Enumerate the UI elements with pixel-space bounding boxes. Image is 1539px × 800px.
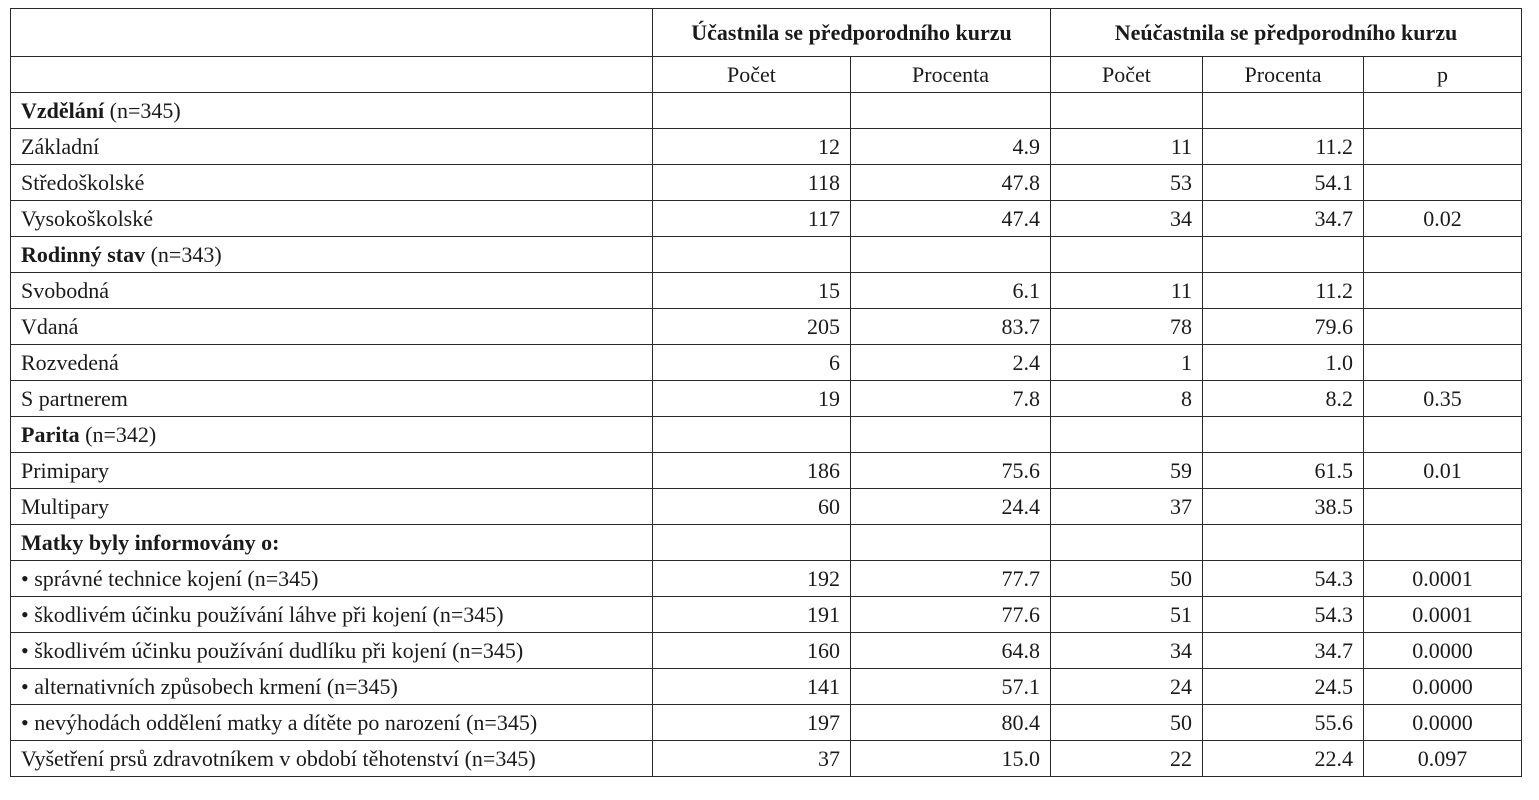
count-attended-cell: 19 <box>653 381 851 417</box>
percent-not-attended-cell: 79.6 <box>1203 309 1364 345</box>
empty-cell <box>653 237 851 273</box>
row-label: Základní <box>11 129 653 165</box>
percent-not-attended-cell: 54.1 <box>1203 165 1364 201</box>
percent-attended-cell: 83.7 <box>851 309 1051 345</box>
count-not-attended-cell: 22 <box>1051 741 1203 777</box>
table-row <box>11 453 1522 489</box>
percent-not-attended-cell: 1.0 <box>1203 345 1364 381</box>
column-header-count-not-attended: Počet <box>1051 57 1203 93</box>
count-not-attended-cell: 34 <box>1051 633 1203 669</box>
count-not-attended-cell: 53 <box>1051 165 1203 201</box>
p-value-cell <box>1364 273 1522 309</box>
percent-not-attended-cell: 34.7 <box>1203 201 1364 237</box>
group-header-row <box>11 9 1522 57</box>
count-attended-cell: 160 <box>653 633 851 669</box>
table-row <box>11 309 1522 345</box>
empty-cell <box>1203 417 1364 453</box>
table-row <box>11 741 1522 777</box>
row-label: Vyšetření prsů zdravotníkem v období těhotenství (n=345) <box>11 741 653 777</box>
row-label: Primipary <box>11 453 653 489</box>
count-not-attended-cell: 59 <box>1051 453 1203 489</box>
percent-attended-cell: 47.4 <box>851 201 1051 237</box>
percent-not-attended-cell: 34.7 <box>1203 633 1364 669</box>
sub-header-row <box>11 57 1522 93</box>
count-attended-cell: 197 <box>653 705 851 741</box>
percent-attended-cell: 15.0 <box>851 741 1051 777</box>
table-row <box>11 129 1522 165</box>
count-not-attended-cell: 50 <box>1051 561 1203 597</box>
percent-attended-cell: 77.6 <box>851 597 1051 633</box>
section-row <box>11 525 1522 561</box>
p-value-cell <box>1364 165 1522 201</box>
count-not-attended-cell: 11 <box>1051 129 1203 165</box>
p-value-cell: 0.0001 <box>1364 597 1522 633</box>
row-label: Multipary <box>11 489 653 525</box>
count-attended-cell: 37 <box>653 741 851 777</box>
percent-not-attended-cell: 38.5 <box>1203 489 1364 525</box>
row-label: • škodlivém účinku používání láhve při kojení (n=345) <box>11 597 653 633</box>
table-row <box>11 561 1522 597</box>
section-row <box>11 417 1522 453</box>
percent-attended-cell: 57.1 <box>851 669 1051 705</box>
column-header-percent-attended: Procenta <box>851 57 1051 93</box>
p-value-cell: 0.097 <box>1364 741 1522 777</box>
section-sample-size: (n=342) <box>79 421 157 447</box>
table-row <box>11 273 1522 309</box>
empty-cell <box>1051 237 1203 273</box>
count-attended-cell: 186 <box>653 453 851 489</box>
column-header-count-attended: Počet <box>653 57 851 93</box>
percent-attended-cell: 64.8 <box>851 633 1051 669</box>
table-row <box>11 669 1522 705</box>
percent-not-attended-cell: 8.2 <box>1203 381 1364 417</box>
empty-cell <box>653 417 851 453</box>
row-label: • nevýhodách oddělení matky a dítěte po narození (n=345) <box>11 705 653 741</box>
percent-not-attended-cell: 54.3 <box>1203 597 1364 633</box>
empty-cell <box>851 93 1051 129</box>
count-not-attended-cell: 34 <box>1051 201 1203 237</box>
group-header-attended: Účastnila se předporodního kurzu <box>653 9 1051 57</box>
count-not-attended-cell: 24 <box>1051 669 1203 705</box>
count-attended-cell: 205 <box>653 309 851 345</box>
section-sample-size: (n=343) <box>145 241 222 267</box>
count-not-attended-cell: 1 <box>1051 345 1203 381</box>
empty-cell <box>653 525 851 561</box>
count-attended-cell: 118 <box>653 165 851 201</box>
count-not-attended-cell: 78 <box>1051 309 1203 345</box>
p-value-cell: 0.35 <box>1364 381 1522 417</box>
percent-not-attended-cell: 55.6 <box>1203 705 1364 741</box>
count-attended-cell: 141 <box>653 669 851 705</box>
row-label: Svobodná <box>11 273 653 309</box>
p-value-cell <box>1364 489 1522 525</box>
empty-cell <box>1051 93 1203 129</box>
count-not-attended-cell: 50 <box>1051 705 1203 741</box>
section-title: Parita <box>21 421 80 447</box>
empty-cell <box>653 93 851 129</box>
count-not-attended-cell: 51 <box>1051 597 1203 633</box>
row-label: • správné technice kojení (n=345) <box>11 561 653 597</box>
empty-cell <box>851 417 1051 453</box>
empty-cell <box>1051 525 1203 561</box>
count-attended-cell: 117 <box>653 201 851 237</box>
section-label <box>11 93 653 129</box>
p-value-cell: 0.0000 <box>1364 633 1522 669</box>
empty-cell <box>1203 237 1364 273</box>
sub-header-empty-cell <box>11 57 653 93</box>
percent-attended-cell: 24.4 <box>851 489 1051 525</box>
empty-cell <box>851 525 1051 561</box>
empty-cell <box>851 237 1051 273</box>
table-body <box>11 93 1522 777</box>
row-label: Vdaná <box>11 309 653 345</box>
section-title: Matky byly informovány o: <box>21 529 280 555</box>
percent-attended-cell: 4.9 <box>851 129 1051 165</box>
percent-not-attended-cell: 54.3 <box>1203 561 1364 597</box>
percent-not-attended-cell: 24.5 <box>1203 669 1364 705</box>
p-value-cell: 0.0000 <box>1364 705 1522 741</box>
p-value-cell: 0.0001 <box>1364 561 1522 597</box>
empty-cell <box>1364 417 1522 453</box>
row-label: Středoškolské <box>11 165 653 201</box>
empty-cell <box>1364 237 1522 273</box>
p-value-cell: 0.0000 <box>1364 669 1522 705</box>
table-row <box>11 489 1522 525</box>
percent-attended-cell: 47.8 <box>851 165 1051 201</box>
count-attended-cell: 15 <box>653 273 851 309</box>
count-attended-cell: 191 <box>653 597 851 633</box>
section-sample-size: (n=345) <box>104 97 181 123</box>
p-value-cell <box>1364 309 1522 345</box>
percent-attended-cell: 7.8 <box>851 381 1051 417</box>
empty-cell <box>1203 93 1364 129</box>
percent-attended-cell: 77.7 <box>851 561 1051 597</box>
data-table <box>10 8 1522 777</box>
column-header-p-value: p <box>1364 57 1522 93</box>
count-not-attended-cell: 37 <box>1051 489 1203 525</box>
count-attended-cell: 60 <box>653 489 851 525</box>
percent-not-attended-cell: 61.5 <box>1203 453 1364 489</box>
table-row <box>11 381 1522 417</box>
row-label: S partnerem <box>11 381 653 417</box>
percent-not-attended-cell: 22.4 <box>1203 741 1364 777</box>
section-row <box>11 93 1522 129</box>
percent-attended-cell: 75.6 <box>851 453 1051 489</box>
empty-cell <box>1203 525 1364 561</box>
empty-cell <box>1364 525 1522 561</box>
table-row <box>11 633 1522 669</box>
count-attended-cell: 12 <box>653 129 851 165</box>
section-title: Rodinný stav <box>21 241 146 267</box>
row-label: Vysokoškolské <box>11 201 653 237</box>
p-value-cell: 0.01 <box>1364 453 1522 489</box>
count-attended-cell: 192 <box>653 561 851 597</box>
table-row <box>11 345 1522 381</box>
row-label: • alternativních způsobech krmení (n=345) <box>11 669 653 705</box>
percent-not-attended-cell: 11.2 <box>1203 129 1364 165</box>
section-label <box>11 237 653 273</box>
table-row <box>11 597 1522 633</box>
group-header-not-attended: Neúčastnila se předporodního kurzu <box>1051 9 1522 57</box>
p-value-cell <box>1364 129 1522 165</box>
empty-cell <box>1364 93 1522 129</box>
row-label: Rozvedená <box>11 345 653 381</box>
section-label <box>11 417 653 453</box>
count-attended-cell: 6 <box>653 345 851 381</box>
column-header-percent-not-attended: Procenta <box>1203 57 1364 93</box>
count-not-attended-cell: 8 <box>1051 381 1203 417</box>
empty-cell <box>1051 417 1203 453</box>
table-row <box>11 165 1522 201</box>
percent-attended-cell: 6.1 <box>851 273 1051 309</box>
table-row <box>11 705 1522 741</box>
header-empty-cell <box>11 9 653 57</box>
table-row <box>11 201 1522 237</box>
section-title: Vzdělání <box>21 97 105 123</box>
percent-attended-cell: 2.4 <box>851 345 1051 381</box>
section-label <box>11 525 653 561</box>
section-row <box>11 237 1522 273</box>
percent-not-attended-cell: 11.2 <box>1203 273 1364 309</box>
p-value-cell: 0.02 <box>1364 201 1522 237</box>
percent-attended-cell: 80.4 <box>851 705 1051 741</box>
p-value-cell <box>1364 345 1522 381</box>
row-label: • škodlivém účinku používání dudlíku při kojení (n=345) <box>11 633 653 669</box>
count-not-attended-cell: 11 <box>1051 273 1203 309</box>
